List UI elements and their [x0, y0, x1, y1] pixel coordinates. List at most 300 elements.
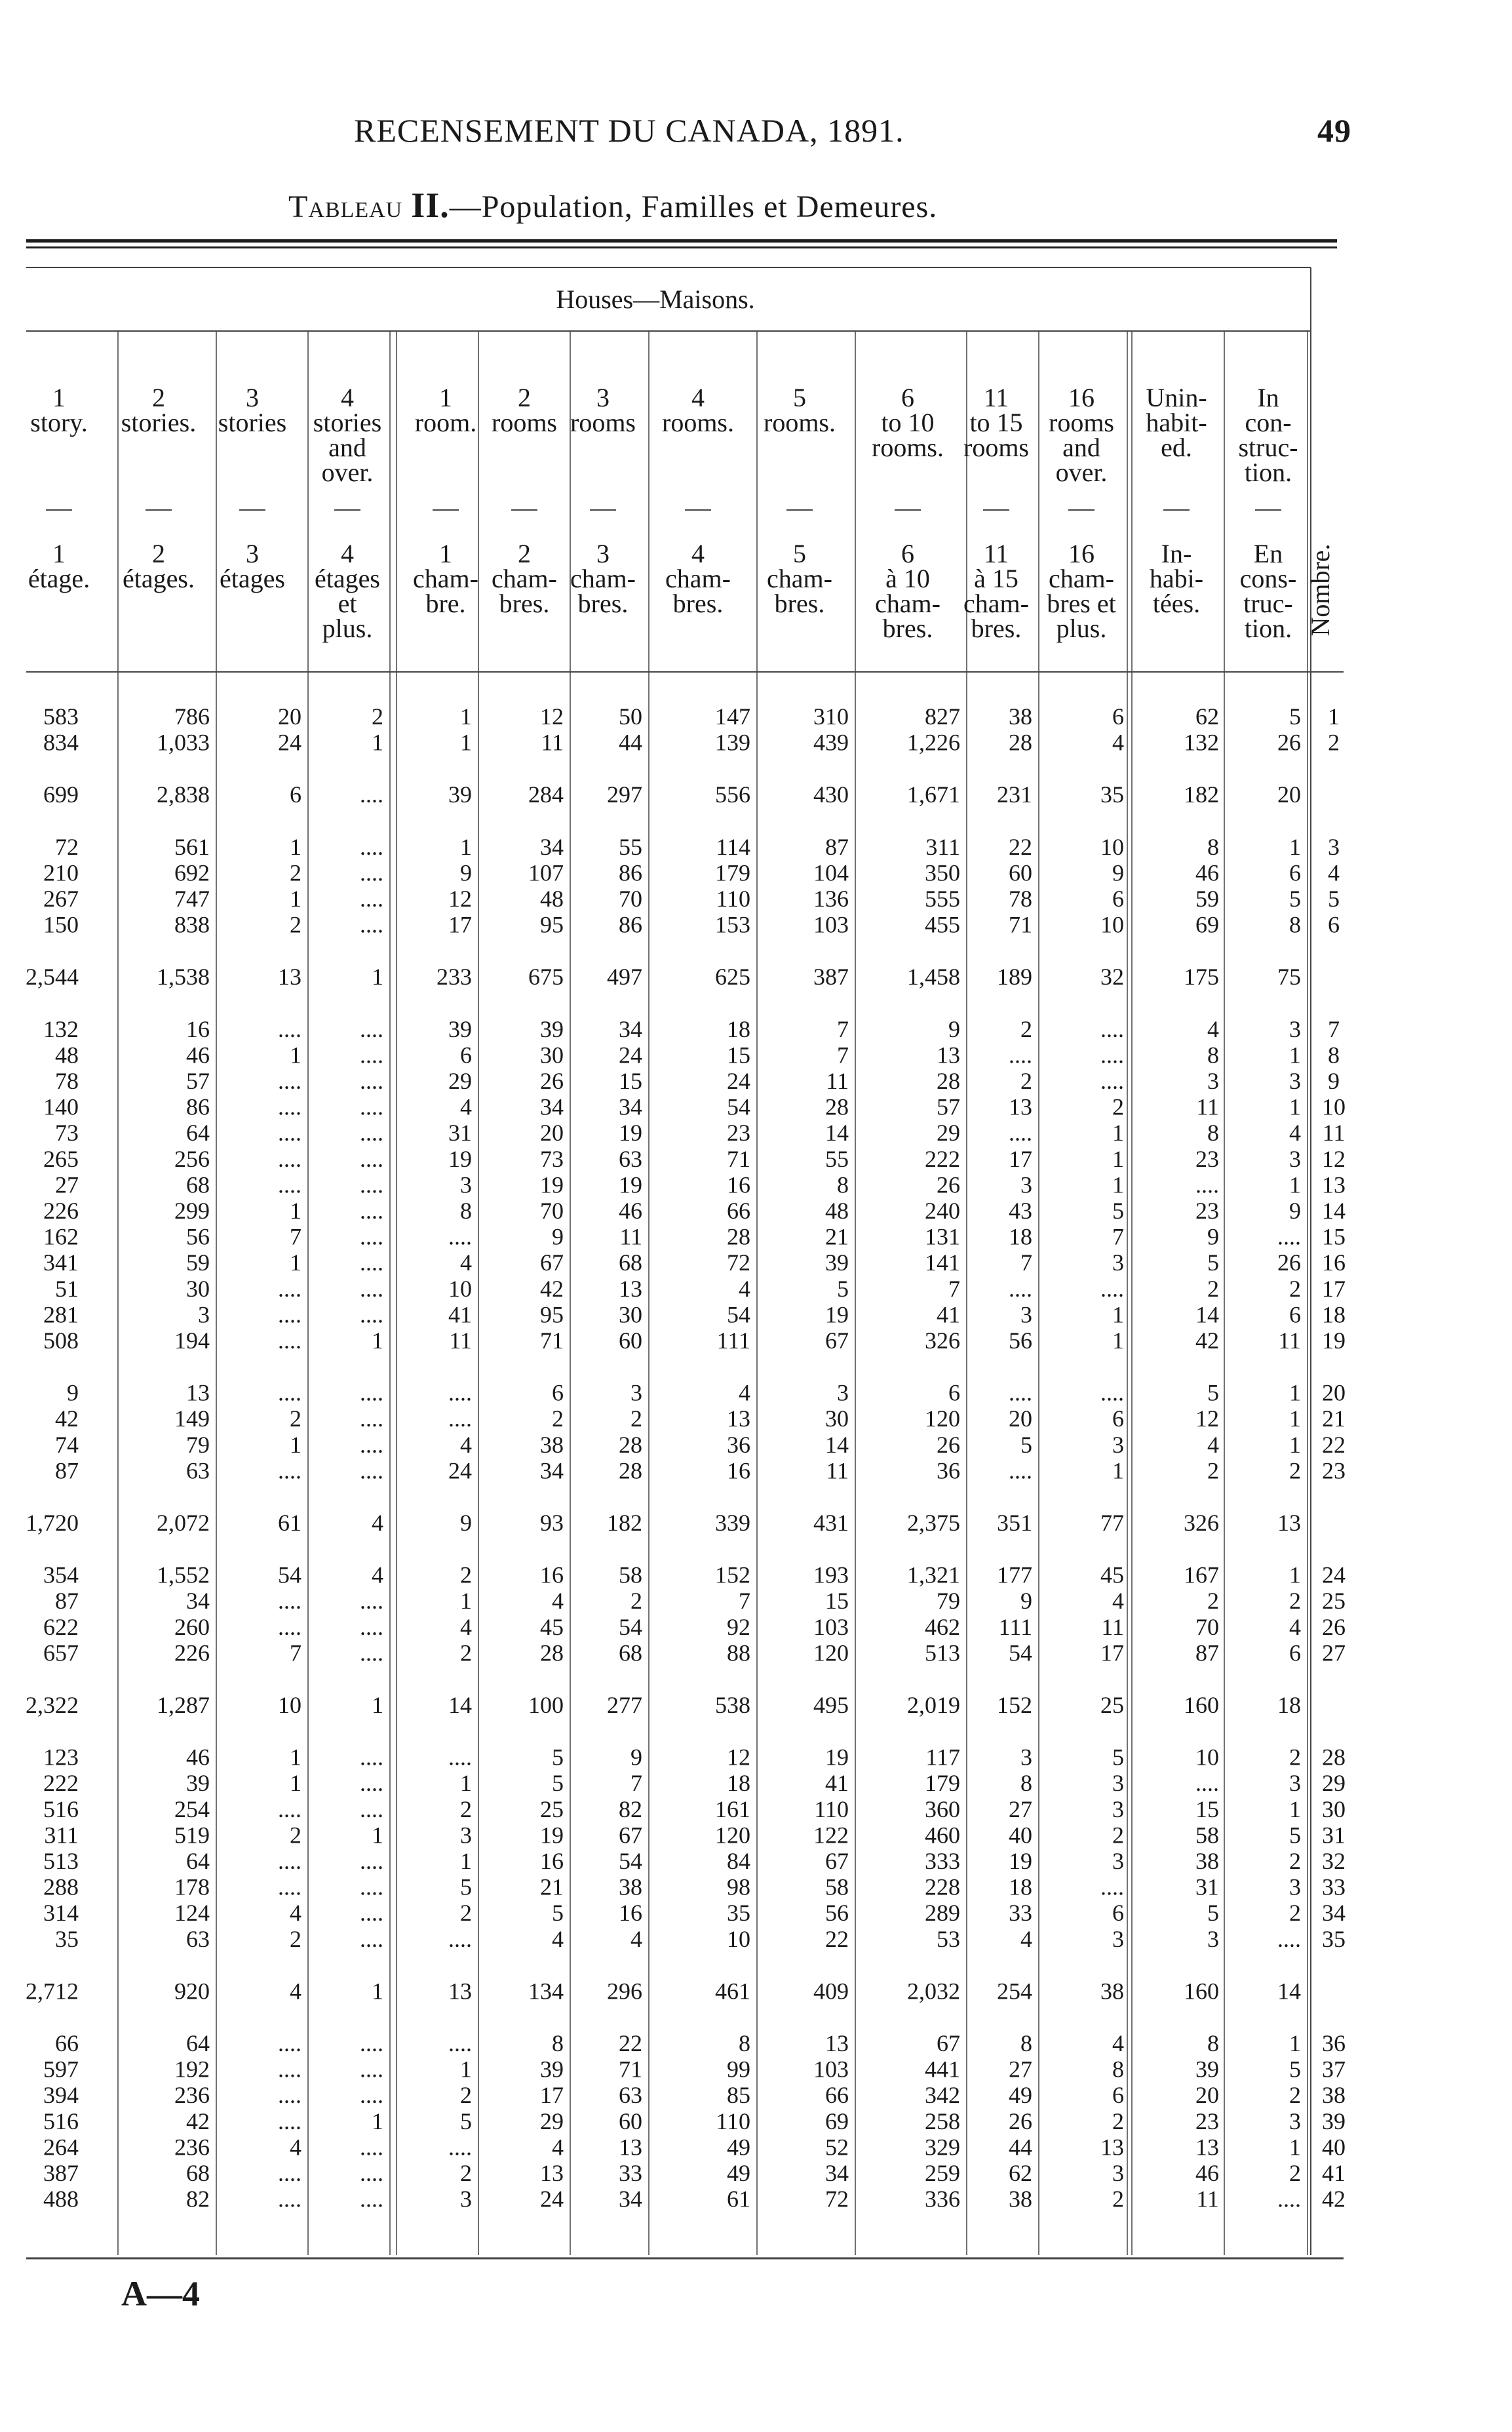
table-cell: 311	[925, 833, 960, 860]
table-cell: 838	[174, 911, 210, 938]
row-number: 9	[1328, 1068, 1340, 1094]
table-cell: 2	[460, 1900, 472, 1927]
table-cell: 64	[186, 1848, 210, 1874]
table-cell: 350	[925, 859, 960, 886]
table-cell: ....	[360, 1900, 383, 1927]
table-cell: 13	[937, 1042, 960, 1069]
table-cell: 68	[186, 1171, 210, 1198]
table-cell: 11	[1196, 2186, 1219, 2212]
column-header-en: 3	[246, 383, 259, 412]
table-cell: 12	[448, 886, 472, 912]
table-cell: ....	[1277, 2186, 1301, 2212]
table-cell: 18	[1009, 1223, 1032, 1250]
table-cell: ....	[1100, 1275, 1124, 1302]
table-cell: 60	[1009, 859, 1032, 886]
table-row	[43, 1146, 1346, 1172]
table-cell: 68	[619, 1639, 642, 1666]
table-cell: ....	[1009, 1379, 1032, 1406]
table-cell: 11	[826, 1457, 849, 1484]
table-cell: 93	[540, 1510, 564, 1536]
table-cell: ....	[278, 1848, 301, 1874]
table-cell: 95	[540, 911, 564, 938]
table-cell: 6	[1289, 859, 1301, 886]
table-row	[43, 1639, 1346, 1666]
table-cell: 19	[540, 1822, 564, 1849]
table-cell: 2	[1020, 1015, 1032, 1042]
table-cell: 8	[837, 1171, 849, 1198]
table-cell: 4	[372, 1561, 383, 1588]
row-number: 36	[1322, 2030, 1346, 2056]
table-cell: 31	[1195, 1873, 1219, 1900]
table-cell: 110	[716, 886, 750, 912]
table-cell: 55	[619, 833, 642, 860]
table-cell: 2	[1289, 2160, 1301, 2186]
table-row	[55, 1405, 1346, 1432]
column-header-en: 1	[52, 383, 66, 412]
column-header-en: 3	[596, 383, 610, 412]
column-header-en: rooms	[492, 408, 557, 437]
table-row	[43, 2134, 1346, 2160]
table-cell: 71	[727, 1145, 750, 1172]
table-cell: 7	[948, 1275, 960, 1302]
table-cell: 34	[540, 1093, 564, 1120]
table-cell: 87	[55, 1588, 79, 1615]
table-cell: 289	[925, 1900, 960, 1927]
table-cell: 54	[619, 1613, 642, 1640]
table-cell: 38	[1195, 1848, 1219, 1874]
table-cell: 3	[1020, 1744, 1032, 1771]
table-cell: 72	[825, 2186, 849, 2212]
table-cell: 79	[937, 1588, 960, 1615]
table-cell: 42	[186, 2108, 210, 2134]
table-cell: 4	[739, 1275, 750, 1302]
table-cell: 13	[540, 2160, 564, 2186]
table-cell: 149	[174, 1405, 210, 1432]
table-cell: 495	[813, 1692, 849, 1718]
row-group	[43, 1562, 1346, 1666]
table-cell: 555	[925, 886, 960, 912]
table-cell: 28	[727, 1223, 750, 1250]
table-cell: 57	[937, 1093, 960, 1120]
table-cell: 92	[727, 1613, 750, 1640]
table-cell: 2	[1207, 1588, 1219, 1615]
table-cell: ....	[278, 2108, 301, 2134]
row-number: 12	[1322, 1145, 1346, 1172]
table-cell: 28	[1009, 729, 1032, 756]
table-cell: 33	[1009, 1900, 1032, 1927]
table-cell: 1,458	[907, 964, 960, 990]
table-cell: 63	[186, 1925, 210, 1952]
table-cell: 5	[552, 1900, 564, 1927]
table-cell: 4	[1289, 1613, 1301, 1640]
table-cell: 4	[290, 1978, 301, 2005]
column-header-en: 4	[341, 383, 354, 412]
row-number: 1	[1328, 703, 1340, 730]
table-cell: 439	[813, 729, 849, 756]
table-cell: 79	[186, 1431, 210, 1458]
table-cell: 40	[1009, 1822, 1032, 1849]
table-cell: 747	[174, 886, 210, 912]
table-cell: 236	[174, 2082, 210, 2109]
table-cell: 136	[813, 886, 849, 912]
table-cell: 177	[997, 1561, 1032, 1588]
row-number: 10	[1322, 1093, 1346, 1120]
table-cell: ....	[278, 2056, 301, 2083]
table-cell: 28	[825, 1093, 849, 1120]
table-cell: 30	[825, 1405, 849, 1432]
table-cell: 4	[552, 1588, 564, 1615]
table-cell: 17	[448, 911, 472, 938]
table-cell: ....	[1009, 1457, 1032, 1484]
table-cell: 1	[1289, 1795, 1301, 1822]
table-cell: ....	[360, 1379, 383, 1406]
table-row	[55, 1120, 1345, 1146]
table-row	[43, 1900, 1346, 1926]
table-cell: 5	[1289, 2056, 1301, 2083]
table-cell: 326	[925, 1327, 960, 1354]
table-cell: 13	[727, 1405, 750, 1432]
table-cell: ....	[360, 1042, 383, 1069]
table-cell: 66	[55, 2030, 79, 2056]
table-cell: 3	[1289, 1770, 1301, 1797]
table-cell: 41	[825, 1770, 849, 1797]
table-cell: 2	[1112, 2108, 1124, 2134]
row-number: 21	[1322, 1405, 1346, 1432]
table-cell: 10	[1100, 833, 1124, 860]
table-cell: 152	[715, 1561, 750, 1588]
table-cell: 161	[715, 1795, 750, 1822]
table-cell: 19	[825, 1301, 849, 1328]
table-cell: 6	[1112, 1900, 1124, 1927]
table-cell: 1	[372, 1822, 383, 1849]
table-cell: 4	[290, 1900, 301, 1927]
table-cell: 339	[715, 1510, 750, 1536]
table-cell: 13	[1277, 1510, 1301, 1536]
table-cell: 4	[290, 2134, 301, 2161]
table-cell: 64	[186, 2030, 210, 2056]
table-cell: 34	[619, 1093, 642, 1120]
table-cell: 28	[540, 1639, 564, 1666]
table-cell: 36	[727, 1431, 750, 1458]
table-cell: 103	[813, 911, 849, 938]
table-cell: ....	[360, 1120, 383, 1147]
table-cell: 82	[186, 2186, 210, 2212]
table-cell: 38	[540, 1431, 564, 1458]
column-header-en: rooms	[570, 408, 636, 437]
column-header-en: and	[1062, 433, 1100, 462]
table-row	[43, 1094, 1346, 1120]
table-cell: 226	[174, 1639, 210, 1666]
column-header-fr: étages.	[123, 564, 195, 593]
table-cell: 4	[1207, 1015, 1219, 1042]
column-header-en: room.	[414, 408, 477, 437]
table-row	[43, 781, 1301, 808]
table-cell: 1	[290, 1198, 301, 1224]
table-cell: 1	[1112, 1145, 1124, 1172]
table-cell: 2,019	[907, 1692, 960, 1718]
table-row	[55, 2030, 1346, 2056]
table-cell: 24	[540, 2186, 564, 2212]
table-cell: 18	[727, 1770, 750, 1797]
table-cell: 2	[290, 1925, 301, 1952]
section-header: Houses—Maisons.	[556, 284, 755, 314]
table-cell: 1,033	[157, 729, 210, 756]
table-cell: 28	[619, 1457, 642, 1484]
table-cell: 3	[460, 1822, 472, 1849]
table-cell: 69	[1195, 911, 1219, 938]
column-header-en: stories.	[121, 408, 197, 437]
row-number: 19	[1322, 1327, 1346, 1354]
table-cell: 2	[460, 1639, 472, 1666]
table-cell: 111	[716, 1327, 750, 1354]
table-cell: 85	[727, 2082, 750, 2109]
table-cell: 1	[290, 1744, 301, 1771]
column-header-fr: plus.	[322, 614, 373, 643]
table-cell: 329	[925, 2134, 960, 2161]
column-header-fr: étage.	[28, 564, 90, 593]
row-group	[26, 1692, 1301, 1718]
table-cell: 33	[619, 2160, 642, 2186]
table-cell: 162	[43, 1223, 79, 1250]
table-cell: 23	[727, 1120, 750, 1147]
table-cell: 67	[619, 1822, 642, 1849]
table-cell: 675	[528, 964, 564, 990]
row-number: 22	[1322, 1431, 1346, 1458]
table-cell: ....	[360, 1405, 383, 1432]
table-row	[43, 2186, 1346, 2212]
table-cell: 22	[825, 1925, 849, 1952]
table-cell: 226	[43, 1198, 79, 1224]
table-cell: 67	[825, 1848, 849, 1874]
table-cell: 1,552	[157, 1561, 210, 1588]
row-number: 31	[1322, 1822, 1346, 1849]
table-cell: 1,671	[907, 781, 960, 808]
table-cell: 1	[290, 1042, 301, 1069]
column-header-en: and	[328, 433, 366, 462]
table-cell: 16	[540, 1561, 564, 1588]
row-number: 18	[1322, 1301, 1346, 1328]
table-cell: 264	[43, 2134, 79, 2161]
table-cell: 4	[1020, 1925, 1032, 1952]
table-cell: 354	[43, 1561, 79, 1588]
table-cell: 10	[278, 1692, 301, 1718]
table-cell: ....	[278, 2160, 301, 2186]
table-cell: 240	[925, 1198, 960, 1224]
table-cell: 4	[1112, 2030, 1124, 2056]
table-cell: 3	[1112, 2160, 1124, 2186]
table-cell: ....	[278, 1120, 301, 1147]
page-title: RECENSEMENT DU CANADA, 1891.	[354, 112, 904, 149]
table-cell: 9	[1207, 1223, 1219, 1250]
table-cell: 87	[1195, 1639, 1219, 1666]
table-row	[43, 1198, 1346, 1224]
table-cell: 1	[460, 833, 472, 860]
table-cell: ....	[360, 2082, 383, 2109]
column-header-en: ed.	[1161, 433, 1192, 462]
column-header-en: con-	[1245, 408, 1292, 437]
table-cell: 18	[1277, 1692, 1301, 1718]
row-number: 27	[1322, 1639, 1346, 1666]
table-cell: 2	[1289, 1588, 1301, 1615]
table-cell: 11	[449, 1327, 472, 1354]
row-number: 2	[1328, 729, 1340, 756]
table-cell: ....	[360, 1301, 383, 1328]
table-cell: 299	[174, 1198, 210, 1224]
table-cell: 19	[448, 1145, 472, 1172]
table-cell: 27	[1009, 2056, 1032, 2083]
table-cell: 36	[937, 1457, 960, 1484]
table-cell: 7	[1020, 1249, 1032, 1276]
table-cell: 1,321	[907, 1561, 960, 1588]
table-cell: 193	[813, 1561, 849, 1588]
column-header-fr: 11	[983, 539, 1009, 568]
table-cell: 8	[1207, 2030, 1219, 2056]
table-cell: 538	[715, 1692, 750, 1718]
table-cell: 516	[43, 1795, 79, 1822]
table-cell: ....	[1277, 1223, 1301, 1250]
table-cell: 3	[1112, 1770, 1124, 1797]
table-cell: 13	[1009, 1093, 1032, 1120]
table-cell: 2	[460, 2160, 472, 2186]
table-cell: 431	[813, 1510, 849, 1536]
table-cell: 178	[174, 1873, 210, 1900]
table-cell: 561	[174, 833, 210, 860]
column-header-fr: cham-	[1049, 564, 1114, 593]
table-row	[43, 2082, 1346, 2108]
table-row	[55, 1042, 1340, 1068]
table-cell: 14	[1277, 1978, 1301, 2005]
row-number: 23	[1322, 1457, 1346, 1484]
table-cell: ....	[448, 1379, 472, 1406]
row-group	[43, 703, 1340, 756]
table-cell: 34	[540, 833, 564, 860]
table-cell: 2	[1289, 1275, 1301, 1302]
table-cell: 14	[1195, 1301, 1219, 1328]
table-cell: 99	[727, 2056, 750, 2083]
table-cell: 39	[540, 2056, 564, 2083]
table-cell: ....	[1195, 1171, 1219, 1198]
table-cell: 18	[727, 1015, 750, 1042]
column-header-en: 4	[691, 383, 705, 412]
table-cell: 2	[1289, 2082, 1301, 2109]
table-cell: ....	[360, 1613, 383, 1640]
table-cell: 460	[925, 1822, 960, 1849]
table-cell: 3	[1289, 1145, 1301, 1172]
column-header-en: struc-	[1238, 433, 1298, 462]
table-cell: 9	[460, 1510, 472, 1536]
table-cell: 210	[43, 859, 79, 886]
table-cell: 139	[715, 729, 750, 756]
table-row	[55, 834, 1340, 860]
column-header-en: 6	[901, 383, 914, 412]
table-row	[55, 1171, 1346, 1198]
table-cell: 1	[1289, 2134, 1301, 2161]
table-cell: 6	[1112, 886, 1124, 912]
column-header-en: 2	[518, 383, 531, 412]
table-row	[43, 912, 1340, 938]
table-row	[43, 1562, 1346, 1588]
table-cell: ....	[360, 2186, 383, 2212]
table-cell: ....	[360, 1145, 383, 1172]
table-cell: 326	[1184, 1510, 1219, 1536]
table-cell: 1	[1112, 1327, 1124, 1354]
table-cell: ....	[360, 1431, 383, 1458]
table-cell: 58	[619, 1561, 642, 1588]
table-cell: ....	[1277, 1925, 1301, 1952]
table-cell: 21	[825, 1223, 849, 1250]
table-cell: 34	[186, 1588, 210, 1615]
table-cell: 10	[1100, 911, 1124, 938]
table-cell: 167	[1184, 1561, 1219, 1588]
table-cell: 16	[727, 1171, 750, 1198]
table-cell: 5	[1112, 1744, 1124, 1771]
column-header-fr: En	[1253, 539, 1283, 568]
table-cell: ....	[278, 1613, 301, 1640]
table-cell: 153	[715, 911, 750, 938]
table-cell: 2	[460, 1561, 472, 1588]
table-cell: 297	[607, 781, 642, 808]
table-cell: 54	[619, 1848, 642, 1874]
table-cell: 5	[837, 1275, 849, 1302]
table-cell: 2	[290, 911, 301, 938]
table-cell: 15	[825, 1588, 849, 1615]
table-cell: 35	[55, 1925, 79, 1952]
table-cell: 46	[1195, 859, 1219, 886]
table-cell: 134	[528, 1978, 564, 2005]
table-cell: ....	[278, 1275, 301, 1302]
table-cell: 28	[937, 1068, 960, 1094]
table-cell: 5	[1289, 886, 1301, 912]
table-cell: 59	[1195, 886, 1219, 912]
table-cell: 56	[825, 1900, 849, 1927]
table-cell: ....	[360, 859, 383, 886]
column-header-en: rooms	[1049, 408, 1114, 437]
table-cell: 75	[1277, 964, 1301, 990]
table-cell: 20	[1277, 781, 1301, 808]
table-cell: 8	[1289, 911, 1301, 938]
column-header-fr: 2	[518, 539, 531, 568]
table-cell: 341	[43, 1249, 79, 1276]
row-number: 41	[1322, 2160, 1346, 2186]
table-cell: 11	[619, 1223, 642, 1250]
table-cell: ....	[360, 2056, 383, 2083]
table-cell: 179	[715, 859, 750, 886]
table-cell: 50	[619, 703, 642, 730]
table-cell: 140	[43, 1093, 79, 1120]
table-cell: 3	[198, 1301, 210, 1328]
table-cell: 2	[290, 1405, 301, 1432]
table-row	[43, 1874, 1346, 1900]
table-cell: 147	[715, 703, 750, 730]
table-cell: 9	[630, 1744, 642, 1771]
table-cell: 4	[1112, 729, 1124, 756]
table-cell: 6	[552, 1379, 564, 1406]
table-cell: 42	[55, 1405, 79, 1432]
table-row	[43, 730, 1340, 756]
table-cell: 597	[43, 2056, 79, 2083]
row-group	[26, 1510, 1301, 1536]
table-cell: 123	[43, 1744, 79, 1771]
table-cell: 2	[1289, 1457, 1301, 1484]
table-cell: 17	[540, 2082, 564, 2109]
table-cell: 1	[372, 2108, 383, 2134]
table-cell: 5	[1112, 1198, 1124, 1224]
table-cell: 9	[460, 859, 472, 886]
table-cell: 3	[1289, 1873, 1301, 1900]
table-cell: 30	[619, 1301, 642, 1328]
row-number: 24	[1322, 1561, 1346, 1588]
table-cell: 2	[1112, 2186, 1124, 2212]
